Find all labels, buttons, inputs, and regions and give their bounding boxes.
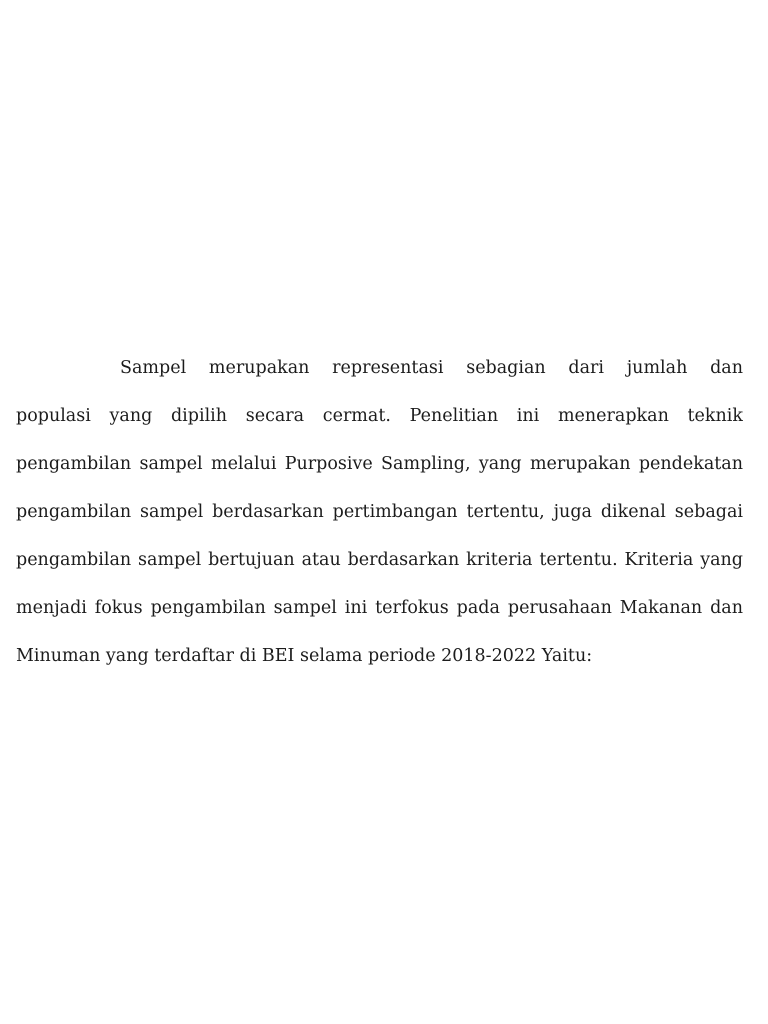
paragraph-line: Minuman yang terdaftar di BEI selama periode 2018-2022 Yaitu: <box>16 646 593 666</box>
paragraph-line: pengambilan sampel berdasarkan pertimbangan tertentu, juga dikenal sebagai <box>16 502 743 522</box>
paragraph-line: pengambilan sampel melalui Purposive Sampling, yang merupakan pendekatan <box>16 454 743 474</box>
paragraph-line: Sampel merupakan representasi sebagian dari jumlah dan <box>120 358 743 378</box>
paragraph <box>16 344 743 680</box>
paragraph-line: pengambilan sampel bertujuan atau berdasarkan kriteria tertentu. Kriteria yang <box>16 550 743 570</box>
paragraph-line: menjadi fokus pengambilan sampel ini terfokus pada perusahaan Makanan dan <box>16 598 743 618</box>
paragraph-line: populasi yang dipilih secara cermat. Penelitian ini menerapkan teknik <box>16 406 743 426</box>
